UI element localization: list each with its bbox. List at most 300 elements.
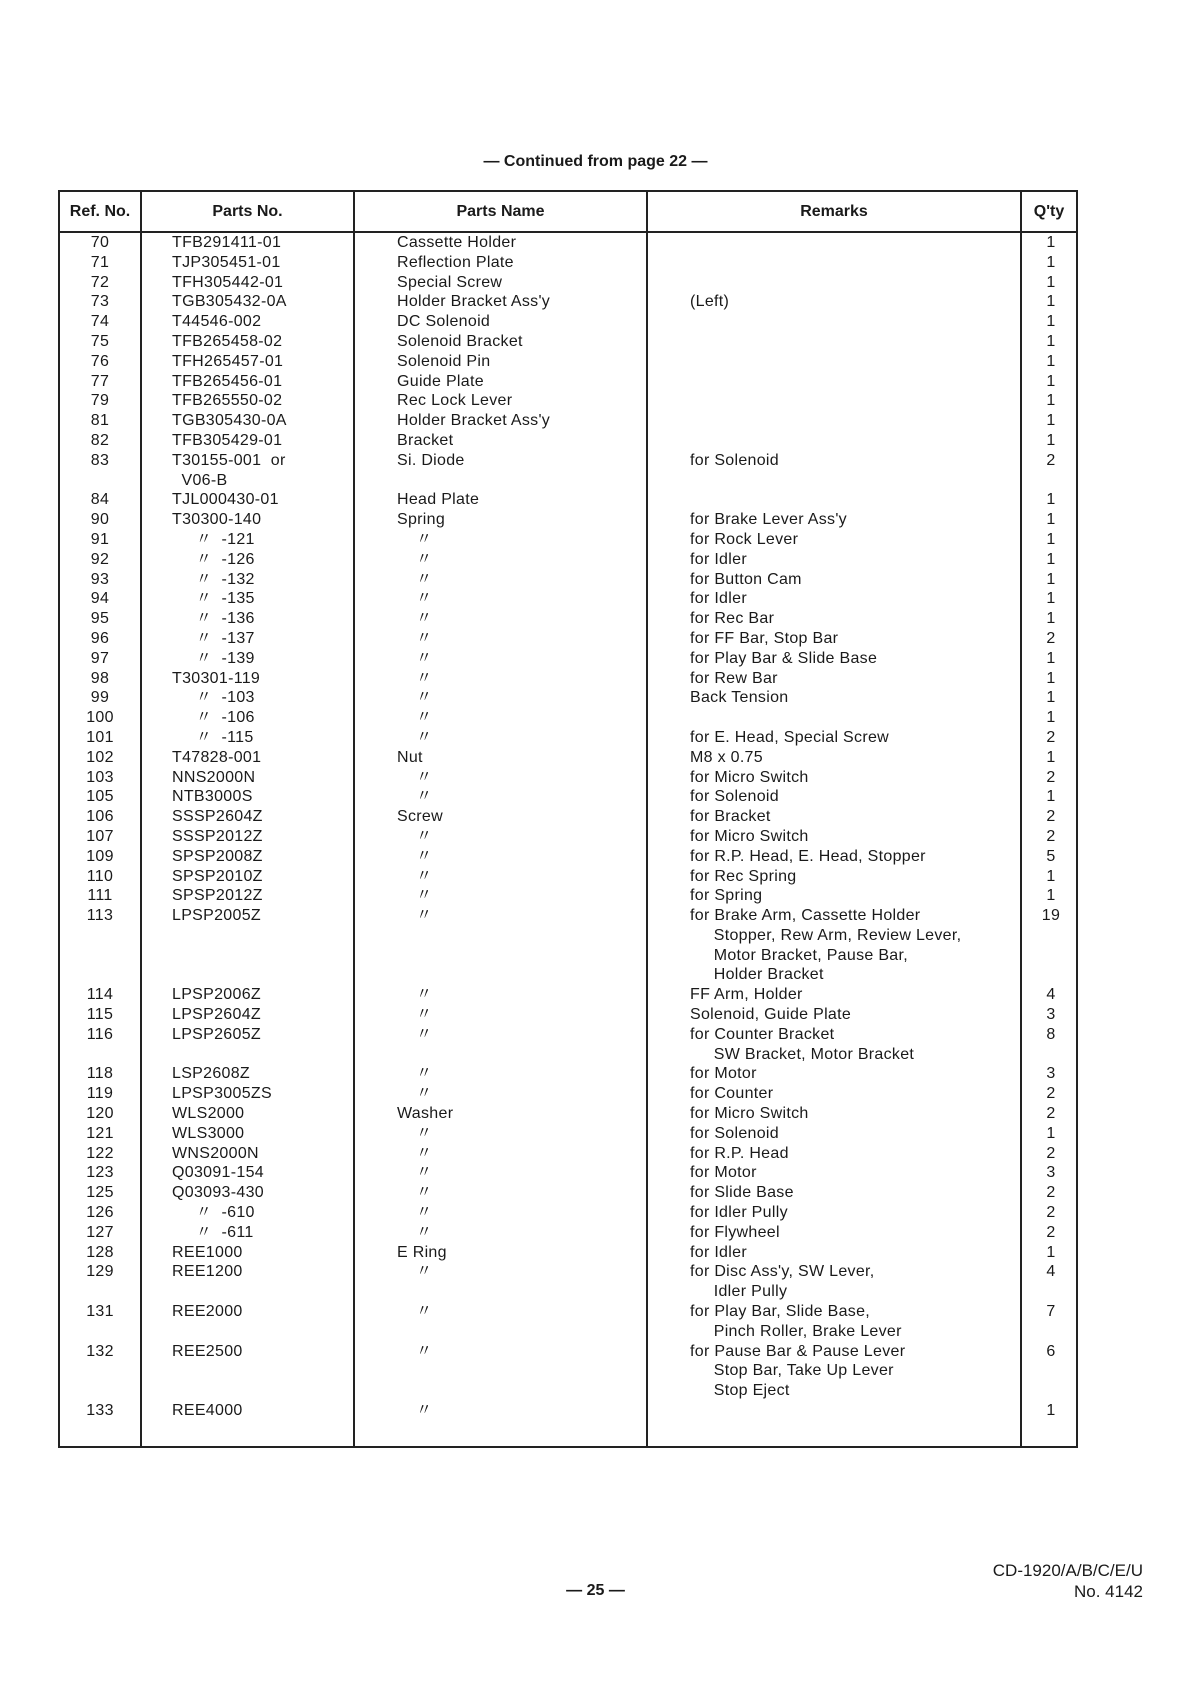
ref-cell: 70 [90,234,110,251]
parts-no-cell: LPSP2005Z [172,907,261,925]
parts-no-cell: TJL000430-01 [172,491,279,509]
parts-no-cell: TGB305430-0A [172,412,287,430]
remarks-cell: for Button Cam [690,570,802,588]
parts-name-cell: 〃 [397,1303,433,1321]
remarks-cell: for Idler [690,1243,747,1261]
ref-cell: 122 [86,1144,114,1162]
parts-no-cell: 〃 -139 [172,649,255,667]
ref-cell: 92 [90,550,110,568]
parts-name-cell: 〃 [397,788,433,806]
parts-name-cell: 〃 [397,610,433,628]
qty-cell: 2 [1046,728,1056,746]
ref-cell: 109 [86,847,114,865]
ref-cell: 116 [86,1025,114,1043]
table-row [60,768,1076,788]
parts-no-cell: T30301-119 [172,669,261,687]
parts-no-cell: 〃 -121 [172,530,255,548]
qty-cell: 6 [1046,1342,1056,1360]
remarks-cell: for Solenoid [690,451,779,469]
remarks-cell: for Micro Switch [690,827,809,845]
table-row [60,1144,1076,1164]
ref-cell: 75 [90,332,110,350]
parts-no-cell: 〃 -132 [172,570,255,588]
remarks-cell: for Idler [690,550,747,568]
remarks-cell: for Motor [690,1164,757,1182]
table-row [60,1203,1076,1223]
remarks-cell: for Disc Ass'y, SW Lever, Idler Pully [690,1263,875,1301]
qty-cell: 1 [1046,590,1056,608]
table-row [60,1342,1076,1401]
parts-name-cell: 〃 [397,1223,433,1241]
parts-no-cell: SSSP2604Z [172,808,263,826]
header-remarks: Remarks [800,203,868,220]
parts-name-cell: E Ring [397,1243,447,1261]
qty-cell: 2 [1046,1144,1056,1162]
remarks-cell: for Rew Bar [690,669,778,687]
ref-cell: 91 [90,530,110,548]
qty-cell: 1 [1046,392,1056,410]
table-row [60,906,1076,985]
remarks-cell: for FF Bar, Stop Bar [690,629,839,647]
remarks-cell: for Idler Pully [690,1204,788,1222]
parts-no-cell: 〃 -135 [172,590,255,608]
parts-name-cell: Rec Lock Lever [397,392,513,410]
ref-cell: 106 [86,808,114,826]
parts-name-cell: Holder Bracket Ass'y [397,412,551,430]
parts-no-cell: NNS2000N [172,768,256,786]
qty-cell: 1 [1046,788,1056,806]
remarks-cell: for R.P. Head [690,1144,789,1162]
parts-name-cell: 〃 [397,1184,433,1202]
ref-cell: 71 [90,253,110,271]
parts-name-cell: Guide Plate [397,372,484,390]
table-row [60,827,1076,847]
ref-cell: 74 [90,313,110,331]
parts-no-cell: Q03093-430 [172,1184,264,1202]
ref-cell: 96 [90,629,110,647]
table-row [60,1104,1076,1124]
parts-name-cell: Spring [397,511,446,529]
remarks-cell: Solenoid, Guide Plate [690,1006,852,1024]
ref-cell: 72 [90,273,110,291]
parts-name-cell: 〃 [397,1204,433,1222]
parts-no-cell: 〃 -137 [172,629,255,647]
parts-name-cell: Special Screw [397,273,503,291]
parts-table [58,190,1078,1448]
ref-cell: 123 [86,1164,114,1182]
qty-cell: 2 [1046,629,1056,647]
table-row [60,748,1076,768]
table-row [60,1064,1076,1084]
qty-cell: 2 [1046,1223,1056,1241]
parts-name-cell: Head Plate [397,491,480,509]
parts-no-cell: TGB305432-0A [172,293,287,311]
parts-name-cell: 〃 [397,689,433,707]
parts-no-cell: SPSP2008Z [172,847,263,865]
qty-cell: 8 [1046,1025,1056,1043]
ref-cell: 100 [86,709,114,727]
qty-cell: 4 [1046,1263,1056,1281]
remarks-cell: for Bracket [690,808,771,826]
table-row [60,273,1076,293]
table-row [60,530,1076,550]
table-row [60,332,1076,352]
remarks-cell: Back Tension [690,689,789,707]
qty-cell: 2 [1046,1184,1056,1202]
ref-cell: 105 [86,788,114,806]
table-row [60,867,1076,887]
table-row [60,490,1076,510]
parts-name-cell: 〃 [397,709,433,727]
parts-name-cell: 〃 [397,550,433,568]
remarks-cell: for Brake Arm, Cassette Holder Stopper, Rew Arm, Review Lever, Motor Bracket, Pause Bar, Holder Bracket [690,907,962,984]
parts-no-cell: TFB265458-02 [172,332,283,350]
parts-no-cell: Q03091-154 [172,1164,264,1182]
remarks-cell: for Micro Switch [690,768,809,786]
continued-note: — Continued from page 22 — [483,153,708,170]
qty-cell: 2 [1046,1204,1056,1222]
qty-cell: 3 [1046,1065,1056,1083]
remarks-cell: for Counter Bracket SW Bracket, Motor Bracket [690,1025,915,1063]
header-qty: Q'ty [1033,203,1065,220]
ref-cell: 81 [90,412,110,430]
table-row [60,1243,1076,1263]
qty-cell: 1 [1046,1402,1056,1420]
model-number: CD-1920/A/B/C/E/U [992,1561,1143,1580]
table-row [60,1223,1076,1243]
table-row [60,570,1076,590]
parts-no-cell: TFB265550-02 [172,392,283,410]
parts-name-cell: 〃 [397,629,433,647]
parts-name-cell: Bracket [397,431,454,449]
parts-no-cell: SSSP2012Z [172,827,263,845]
parts-name-cell: 〃 [397,590,433,608]
qty-cell: 4 [1046,986,1056,1004]
qty-cell: 1 [1046,689,1056,707]
parts-name-cell: DC Solenoid [397,313,491,331]
table-row [60,292,1076,312]
parts-name-cell: 〃 [397,570,433,588]
document-number: No. 4142 [1074,1582,1143,1601]
remarks-cell: (Left) [690,293,730,311]
remarks-cell: for Spring [690,887,763,905]
table-row [60,728,1076,748]
table-row [60,669,1076,689]
qty-cell: 1 [1046,709,1056,727]
ref-cell: 90 [90,511,110,529]
parts-no-cell: 〃 -610 [172,1204,255,1222]
table-row [60,688,1076,708]
table-row [60,1084,1076,1104]
qty-cell: 1 [1046,530,1056,548]
remarks-cell: for Slide Base [690,1184,794,1202]
parts-name-cell: 〃 [397,1402,433,1420]
parts-no-cell: REE2500 [172,1342,243,1360]
table-row [60,233,1076,253]
parts-name-cell: 〃 [397,1065,433,1083]
ref-cell: 82 [90,431,110,449]
qty-cell: 3 [1046,1164,1056,1182]
ref-cell: 115 [86,1006,114,1024]
ref-cell: 79 [90,392,110,410]
table-row [60,787,1076,807]
parts-name-cell: Si. Diode [397,451,465,469]
table-row [60,550,1076,570]
parts-no-cell: TFB265456-01 [172,372,283,390]
table-row [60,451,1076,491]
parts-no-cell: WLS2000 [172,1105,245,1123]
parts-name-cell: 〃 [397,887,433,905]
ref-cell: 132 [86,1342,114,1360]
qty-cell: 3 [1046,1006,1056,1024]
qty-cell: 19 [1041,907,1061,925]
remarks-cell: M8 x 0.75 [690,748,763,766]
qty-cell: 1 [1046,293,1056,311]
parts-name-cell: Solenoid Bracket [397,332,523,350]
parts-no-cell: TFH305442-01 [172,273,284,291]
parts-name-cell: Washer [397,1105,454,1123]
parts-name-cell: 〃 [397,827,433,845]
remarks-cell: for Rec Bar [690,610,775,628]
parts-no-cell: NTB3000S [172,788,253,806]
qty-cell: 1 [1046,511,1056,529]
ref-cell: 118 [86,1065,114,1083]
table-row [60,807,1076,827]
ref-cell: 114 [86,986,114,1004]
header-ref-no: Ref. No. [69,203,131,220]
parts-no-cell: T30300-140 [172,511,262,529]
table-row [60,253,1076,273]
parts-name-cell: 〃 [397,530,433,548]
parts-no-cell: LPSP3005ZS [172,1085,272,1103]
ref-cell: 77 [90,372,110,390]
parts-name-cell: Reflection Plate [397,253,514,271]
ref-cell: 83 [90,451,110,469]
remarks-cell: for Solenoid [690,1124,779,1142]
parts-name-cell: 〃 [397,1025,433,1043]
ref-cell: 121 [86,1124,114,1142]
ref-cell: 101 [86,728,114,746]
qty-cell: 1 [1046,867,1056,885]
parts-no-cell: 〃 -611 [172,1223,254,1241]
table-row [60,1401,1076,1421]
parts-name-cell: 〃 [397,1006,433,1024]
ref-cell: 129 [86,1263,114,1281]
qty-cell: 1 [1046,570,1056,588]
remarks-cell: for Rock Lever [690,530,799,548]
remarks-cell: for Pause Bar & Pause Lever Stop Bar, Take Up Lever Stop Eject [690,1342,906,1400]
remarks-cell: for E. Head, Special Screw [690,728,889,746]
remarks-cell: for Play Bar & Slide Base [690,649,878,667]
remarks-cell: for Motor [690,1065,757,1083]
parts-name-cell: 〃 [397,1144,433,1162]
ref-cell: 113 [86,907,114,925]
table-row [60,352,1076,372]
parts-name-cell: 〃 [397,768,433,786]
parts-no-cell: 〃 -136 [172,610,255,628]
qty-cell: 2 [1046,768,1056,786]
parts-no-cell: REE1200 [172,1263,243,1281]
qty-cell: 1 [1046,1124,1056,1142]
qty-cell: 2 [1046,1105,1056,1123]
table-row [60,886,1076,906]
parts-no-cell: T47828-001 [172,748,262,766]
table-body [60,233,1076,1421]
qty-cell: 2 [1046,827,1056,845]
ref-cell: 99 [90,689,110,707]
qty-cell: 1 [1046,491,1056,509]
ref-cell: 102 [86,748,114,766]
qty-cell: 1 [1046,352,1056,370]
qty-cell: 1 [1046,273,1056,291]
parts-no-cell: LPSP2604Z [172,1006,261,1024]
qty-cell: 1 [1046,610,1056,628]
table-row [60,1124,1076,1144]
parts-no-cell: LPSP2605Z [172,1025,261,1043]
parts-no-cell: TFB291411-01 [172,234,282,251]
parts-name-cell: 〃 [397,728,433,746]
parts-name-cell: Holder Bracket Ass'y [397,293,551,311]
qty-cell: 2 [1046,451,1056,469]
ref-cell: 127 [86,1223,114,1241]
qty-cell: 2 [1046,1085,1056,1103]
remarks-cell: for R.P. Head, E. Head, Stopper [690,847,926,865]
qty-cell: 5 [1046,847,1056,865]
ref-cell: 131 [86,1303,114,1321]
parts-no-cell: REE4000 [172,1402,243,1420]
ref-cell: 97 [90,649,110,667]
qty-cell: 7 [1046,1303,1056,1321]
parts-no-cell: WLS3000 [172,1124,245,1142]
table-row [60,1025,1076,1065]
parts-name-cell: 〃 [397,1085,433,1103]
table-row [60,411,1076,431]
ref-cell: 98 [90,669,110,687]
remarks-cell: for Solenoid [690,788,779,806]
qty-cell: 1 [1046,332,1056,350]
ref-cell: 120 [86,1105,114,1123]
ref-cell: 94 [90,590,110,608]
table-row [60,629,1076,649]
table-row [60,609,1076,629]
table-row [60,372,1076,392]
parts-no-cell: 〃 -126 [172,550,255,568]
parts-no-cell: REE2000 [172,1303,243,1321]
parts-no-cell: WNS2000N [172,1144,259,1162]
ref-cell: 125 [86,1184,114,1202]
parts-no-cell: TFB305429-01 [172,431,283,449]
ref-cell: 126 [86,1204,114,1222]
table-header [60,192,1076,233]
page-number: — 25 — [566,1582,625,1599]
qty-cell: 1 [1046,550,1056,568]
qty-cell: 1 [1046,669,1056,687]
table-row [60,1163,1076,1183]
parts-no-cell: 〃 -106 [172,709,255,727]
table-row [60,431,1076,451]
parts-name-cell: 〃 [397,1164,433,1182]
table-row [60,1005,1076,1025]
ref-cell: 95 [90,610,110,628]
parts-no-cell: SPSP2012Z [172,887,263,905]
ref-cell: 76 [90,352,110,370]
parts-no-cell: T30155-001 or V06-B [172,451,286,489]
parts-name-cell: Screw [397,808,443,826]
remarks-cell: for Idler [690,590,747,608]
parts-name-cell: 〃 [397,986,433,1004]
parts-name-cell: 〃 [397,1263,433,1281]
ref-cell: 73 [90,293,110,311]
parts-name-cell: 〃 [397,907,433,925]
qty-cell: 1 [1046,1243,1056,1261]
remarks-cell: FF Arm, Holder [690,986,803,1004]
remarks-cell: for Play Bar, Slide Base, Pinch Roller, Brake Lever [690,1303,902,1340]
parts-name-cell: Solenoid Pin [397,352,491,370]
table-row [60,510,1076,530]
table-row [60,847,1076,867]
table-row [60,649,1076,669]
remarks-cell: for Flywheel [690,1223,780,1241]
parts-no-cell: SPSP2010Z [172,867,263,885]
table-row [60,1183,1076,1203]
parts-no-cell: TFH265457-01 [172,352,284,370]
table-row [60,1302,1076,1342]
qty-cell: 1 [1046,234,1056,251]
parts-no-cell: TJP305451-01 [172,253,281,271]
parts-name-cell: 〃 [397,867,433,885]
ref-cell: 103 [86,768,114,786]
remarks-cell: for Micro Switch [690,1105,809,1123]
remarks-cell: for Counter [690,1085,774,1103]
table-row [60,589,1076,609]
table-row [60,708,1076,728]
parts-name-cell: 〃 [397,1342,433,1360]
header-parts-no: Parts No. [212,203,283,220]
document-id [993,1560,1143,1602]
qty-cell: 1 [1046,431,1056,449]
table-row [60,391,1076,411]
parts-name-cell: Nut [397,748,423,766]
ref-cell: 128 [86,1243,114,1261]
table-row [60,985,1076,1005]
ref-cell: 119 [86,1085,114,1103]
parts-name-cell: 〃 [397,847,433,865]
parts-no-cell: REE1000 [172,1243,243,1261]
parts-name-cell: Cassette Holder [397,234,517,251]
parts-no-cell: 〃 -103 [172,689,255,707]
ref-cell: 110 [86,867,114,885]
qty-cell: 1 [1046,887,1056,905]
ref-cell: 84 [90,491,110,509]
table-row [60,312,1076,332]
ref-cell: 107 [86,827,114,845]
remarks-cell: for Brake Lever Ass'y [690,511,847,529]
header-parts-name: Parts Name [456,203,545,220]
remarks-cell: for Rec Spring [690,867,797,885]
parts-name-cell: 〃 [397,649,433,667]
qty-cell: 1 [1046,372,1056,390]
ref-cell: 133 [86,1402,114,1420]
parts-name-cell: 〃 [397,669,433,687]
table-row [60,1262,1076,1302]
qty-cell: 1 [1046,412,1056,430]
qty-cell: 2 [1046,808,1056,826]
qty-cell: 1 [1046,649,1056,667]
qty-cell: 1 [1046,748,1056,766]
parts-no-cell: 〃 -115 [172,728,254,746]
parts-name-cell: 〃 [397,1124,433,1142]
parts-no-cell: T44546-002 [172,313,262,331]
